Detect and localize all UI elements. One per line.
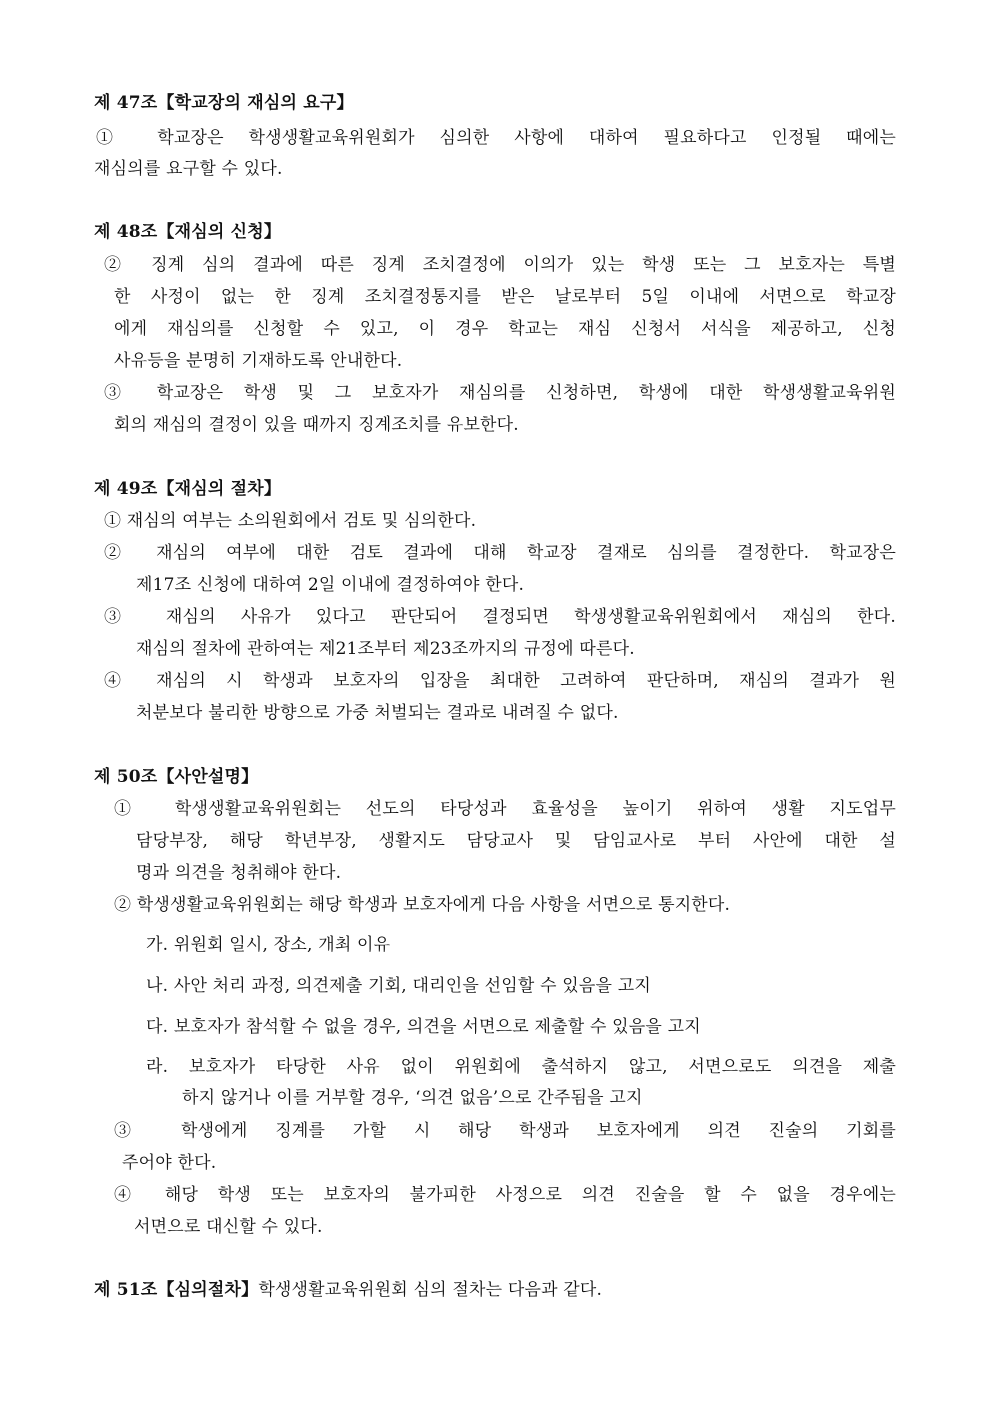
article-47-item-1-cont: 재심의를 요구할 수 있다.: [94, 159, 283, 179]
article-49-item-3-cont: 재심의 절차에 관하여는 제21조부터 제23조까지의 규정에 따른다.: [136, 639, 635, 659]
article-49-item-4: ④ 재심의 시 학생과 보호자의 입장을 최대한 고려하여 판단하며, 재심의 결과가 원: [104, 671, 896, 691]
article-48-item-2-cont-3: 사유등을 분명히 기재하도록 안내한다.: [114, 351, 403, 371]
article-51-title: 제 51조【심의절차】: [94, 1280, 259, 1300]
article-50-item-1: ① 학생생활교육위원회는 선도의 타당성과 효율성을 높이기 위하여 생활 지도업무: [114, 799, 896, 819]
article-49-item-2: ② 재심의 여부에 대한 검토 결과에 대해 학교장 결재로 심의를 결정한다. 학교장은: [104, 543, 896, 563]
article-49-item-2-cont: 제17조 신청에 대하여 2일 이내에 결정하여야 한다.: [136, 575, 525, 595]
article-50-subitem-da: 다. 보호자가 참석할 수 없을 경우, 의견을 서면으로 제출할 수 있음을 고지: [146, 1017, 701, 1037]
article-50-subitem-ra-cont: 하지 않거나 이를 거부할 경우, ‘의견 없음’으로 간주됨을 고지: [182, 1088, 643, 1108]
article-48-item-2: ② 징계 심의 결과에 따른 징계 조치결정에 이의가 있는 학생 또는 그 보호자는 특별: [104, 255, 896, 275]
article-47-heading: 제 47조【학교장의 재심의 요구】: [94, 93, 354, 113]
article-48-item-2-cont-1: 한 사정이 없는 한 징계 조치결정통지를 받은 날로부터 5일 이내에 서면으로 학교장: [114, 287, 896, 307]
article-50-item-4-cont: 서면으로 대신할 수 있다.: [134, 1217, 323, 1237]
article-50-subitem-na: 나. 사안 처리 과정, 의견제출 기회, 대리인을 선임할 수 있음을 고지: [146, 976, 652, 996]
article-48-heading: 제 48조【재심의 신청】: [94, 222, 282, 242]
article-49-item-1: ① 재심의 여부는 소의원회에서 검토 및 심의한다.: [104, 511, 477, 531]
article-48-item-3: ③ 학교장은 학생 및 그 보호자가 재심의를 신청하면, 학생에 대한 학생생활교육위원: [104, 383, 896, 403]
article-50-subitem-ga: 가. 위원회 일시, 장소, 개최 이유: [146, 935, 391, 955]
article-51-intro: 학생생활교육위원회 심의 절차는 다음과 같다.: [258, 1280, 603, 1300]
article-49-heading: 제 49조【재심의 절차】: [94, 479, 282, 499]
article-50-subitem-ra: 라. 보호자가 타당한 사유 없이 위원회에 출석하지 않고, 서면으로도 의견을 제출: [146, 1057, 896, 1077]
article-50-item-3-cont: 주어야 한다.: [122, 1153, 217, 1173]
article-50-heading: 제 50조【사안설명】: [94, 767, 259, 787]
article-47-item-1: ① 학교장은 학생생활교육위원회가 심의한 사항에 대하여 필요하다고 인정될 때에는: [96, 128, 896, 148]
article-50-item-1-cont-2: 명과 의견을 청취해야 한다.: [136, 863, 342, 883]
article-50-item-1-cont-1: 담당부장, 해당 학년부장, 생활지도 담당교사 및 담임교사로 부터 사안에 대한 설: [136, 831, 896, 851]
article-51-heading: [94, 1279, 602, 1301]
article-49-item-3: ③ 재심의 사유가 있다고 판단되어 결정되면 학생생활교육위원회에서 재심의 한다.: [104, 607, 896, 627]
article-50-item-2: ② 학생생활교육위원회는 해당 학생과 보호자에게 다음 사항을 서면으로 통지한다.: [114, 895, 731, 915]
article-48-item-3-cont: 회의 재심의 결정이 있을 때까지 징계조치를 유보한다.: [114, 415, 519, 435]
article-48-item-2-cont-2: 에게 재심의를 신청할 수 있고, 이 경우 학교는 재심 신청서 서식을 제공하고, 신청: [114, 319, 896, 339]
article-50-item-4: ④ 해당 학생 또는 보호자의 불가피한 사정으로 의견 진술을 할 수 없을 경우에는: [114, 1185, 896, 1205]
article-49-item-4-cont: 처분보다 불리한 방향으로 가중 처벌되는 결과로 내려질 수 없다.: [136, 703, 619, 723]
article-50-item-3: ③ 학생에게 징계를 가할 시 해당 학생과 보호자에게 의견 진술의 기회를: [114, 1121, 896, 1141]
